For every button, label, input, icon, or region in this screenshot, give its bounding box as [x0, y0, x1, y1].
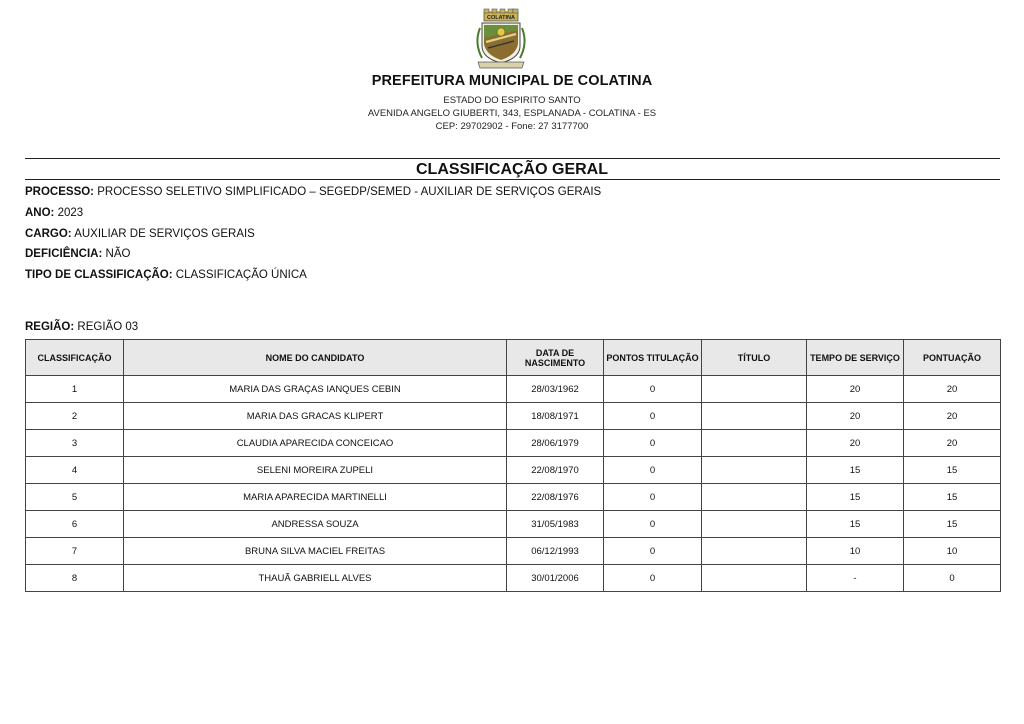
cell-titulo — [702, 457, 807, 484]
col-nome-candidato: NOME DO CANDIDATO — [124, 340, 507, 376]
cell-nome: BRUNA SILVA MACIEL FREITAS — [124, 538, 507, 565]
cell-tempo-servico: 15 — [807, 511, 904, 538]
table-header-row — [26, 340, 1001, 376]
cell-tempo-servico: - — [807, 565, 904, 592]
cell-data-nascimento: 06/12/1993 — [507, 538, 604, 565]
cell-tempo-servico: 10 — [807, 538, 904, 565]
cell-titulo — [702, 430, 807, 457]
cell-classificacao: 3 — [26, 430, 124, 457]
cell-pontuacao: 15 — [904, 511, 1001, 538]
cell-pontuacao: 10 — [904, 538, 1001, 565]
cell-data-nascimento: 30/01/2006 — [507, 565, 604, 592]
col-pontos-titulacao: PONTOS TITULAÇÃO — [604, 340, 702, 376]
svg-text:COLATINA: COLATINA — [486, 15, 516, 21]
cell-tempo-servico: 15 — [807, 457, 904, 484]
cell-titulo — [702, 511, 807, 538]
cell-pontos-titulacao: 0 — [604, 403, 702, 430]
col-data-nascimento: DATA DE NASCIMENTO — [507, 340, 604, 376]
cell-classificacao: 6 — [26, 511, 124, 538]
classification-table — [25, 339, 1001, 592]
cell-data-nascimento: 31/05/1983 — [507, 511, 604, 538]
cell-titulo — [702, 484, 807, 511]
cell-pontos-titulacao: 0 — [604, 511, 702, 538]
cell-pontuacao: 20 — [904, 430, 1001, 457]
table-row — [26, 430, 1001, 457]
contact-line: CEP: 29702902 - Fone: 27 3177700 — [435, 121, 589, 132]
cell-titulo — [702, 376, 807, 403]
cell-nome: SELENI MOREIRA ZUPELI — [124, 457, 507, 484]
cell-titulo — [702, 403, 807, 430]
col-pontuacao: PONTUAÇÃO — [904, 340, 1001, 376]
cell-tempo-servico: 20 — [807, 403, 904, 430]
cell-pontos-titulacao: 0 — [604, 376, 702, 403]
table-row — [26, 538, 1001, 565]
col-titulo: TÍTULO — [702, 340, 807, 376]
cell-classificacao: 1 — [26, 376, 124, 403]
cell-nome: THAUÃ GABRIELL ALVES — [124, 565, 507, 592]
organization-name: PREFEITURA MUNICIPAL DE COLATINA — [371, 73, 653, 89]
table-row — [26, 403, 1001, 430]
cell-nome: MARIA DAS GRAÇAS IANQUES CEBIN — [124, 376, 507, 403]
info-regiao: REGIÃO: REGIÃO 03 — [25, 321, 139, 333]
document-title: CLASSIFICAÇÃO GERAL — [416, 161, 608, 178]
cell-tempo-servico: 20 — [807, 376, 904, 403]
cell-classificacao: 4 — [26, 457, 124, 484]
table-row — [26, 565, 1001, 592]
cell-nome: CLAUDIA APARECIDA CONCEICAO — [124, 430, 507, 457]
cell-classificacao: 8 — [26, 565, 124, 592]
cell-pontuacao: 15 — [904, 484, 1001, 511]
cell-tempo-servico: 15 — [807, 484, 904, 511]
col-tempo-servico: TEMPO DE SERVIÇO — [807, 340, 904, 376]
cell-classificacao: 2 — [26, 403, 124, 430]
info-cargo: CARGO: AUXILIAR DE SERVIÇOS GERAIS — [25, 228, 255, 240]
cell-pontos-titulacao: 0 — [604, 484, 702, 511]
cell-pontuacao: 20 — [904, 403, 1001, 430]
cell-pontuacao: 15 — [904, 457, 1001, 484]
cell-titulo — [702, 565, 807, 592]
cell-nome: MARIA DAS GRACAS KLIPERT — [124, 403, 507, 430]
cell-data-nascimento: 22/08/1976 — [507, 484, 604, 511]
cell-data-nascimento: 28/06/1979 — [507, 430, 604, 457]
municipal-crest — [472, 8, 530, 70]
cell-nome: MARIA APARECIDA MARTINELLI — [124, 484, 507, 511]
info-tipo-classificacao: TIPO DE CLASSIFICAÇÃO: CLASSIFICAÇÃO ÚNICA — [25, 269, 307, 281]
table-row — [26, 484, 1001, 511]
state-line: ESTADO DO ESPIRITO SANTO — [443, 95, 581, 106]
cell-data-nascimento: 22/08/1970 — [507, 457, 604, 484]
cell-pontos-titulacao: 0 — [604, 430, 702, 457]
table-row — [26, 457, 1001, 484]
cell-nome: ANDRESSA SOUZA — [124, 511, 507, 538]
info-deficiencia: DEFICIÊNCIA: NÃO — [25, 248, 131, 260]
cell-pontuacao: 0 — [904, 565, 1001, 592]
cell-pontuacao: 20 — [904, 376, 1001, 403]
table-row — [26, 511, 1001, 538]
cell-classificacao: 5 — [26, 484, 124, 511]
table-row — [26, 376, 1001, 403]
col-classificacao: CLASSIFICAÇÃO — [26, 340, 124, 376]
title-bottom-rule — [25, 179, 1000, 180]
cell-pontos-titulacao: 0 — [604, 538, 702, 565]
cell-titulo — [702, 538, 807, 565]
title-top-rule — [25, 158, 1000, 159]
cell-data-nascimento: 18/08/1971 — [507, 403, 604, 430]
cell-tempo-servico: 20 — [807, 430, 904, 457]
cell-data-nascimento: 28/03/1962 — [507, 376, 604, 403]
cell-pontos-titulacao: 0 — [604, 457, 702, 484]
info-processo: PROCESSO: PROCESSO SELETIVO SIMPLIFICADO – SEGEDP/SEMED - AUXILIAR DE SERVIÇOS GERAIS — [25, 186, 602, 198]
cell-classificacao: 7 — [26, 538, 124, 565]
info-ano: ANO: 2023 — [25, 207, 84, 219]
cell-pontos-titulacao: 0 — [604, 565, 702, 592]
address-line: AVENIDA ANGELO GIUBERTI, 343, ESPLANADA - COLATINA - ES — [367, 108, 657, 119]
